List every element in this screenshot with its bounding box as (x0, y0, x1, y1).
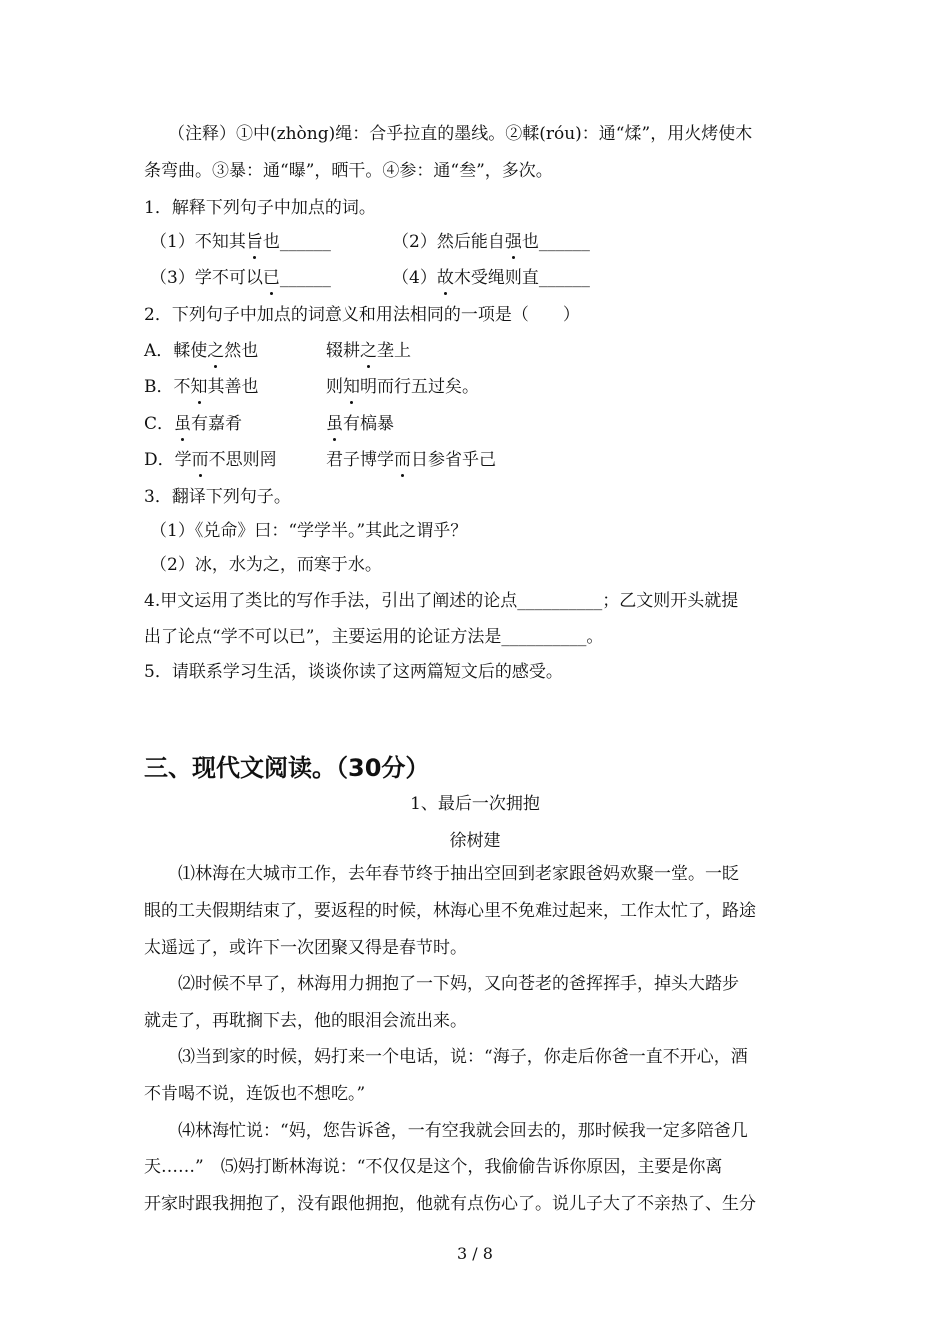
q3-item-2: （2）冰，水为之，而寒于水。 (150, 555, 382, 575)
dotted-char: 旨 (245, 232, 263, 252)
story-line-8: ⑷林海忙说：“妈，您告诉爸，一有空我就会回去的，那时候我一定多陪爸几 (178, 1121, 748, 1141)
q2-option-d-b: 君子博学而日参省乎己 (326, 450, 496, 470)
story-line-10: 开家时跟我拥抱了，没有跟他拥抱，他就有点伤心了。说儿子大了不亲热了、生分 (144, 1194, 756, 1214)
q1-item-1: （1）不知其旨也______ (150, 232, 331, 252)
story-line-9: 天……” ⑸妈打断林海说：“不仅仅是这个，我偷偷告诉你原因，主要是你离 (144, 1157, 723, 1177)
story-line-2: 眼的工夫假期结束了，要返程的时候，林海心里不免难过起来，工作太忙了，路途 (144, 901, 756, 921)
q2-option-a-b: 辍耕之垄上 (326, 341, 411, 361)
q3-title: 3．翻译下列句子。 (144, 487, 291, 507)
q4-line-1: 4.甲文运用了类比的写作手法，引出了阐述的论点__________；乙文则开头就提 (144, 591, 739, 611)
q2-option-c-b: 虽有槁暴 (326, 414, 394, 434)
q2-option-b: B．不知其善也 (144, 377, 259, 397)
dotted-char: 而 (191, 450, 209, 470)
section-heading: 三、现代文阅读。（30分） (144, 754, 430, 782)
q2-option-a: A．輮使之然也 (144, 341, 259, 361)
q2-option-d: D．学而不思则罔 (144, 450, 277, 470)
story-line-3: 太遥远了，或许下一次团聚又得是春节时。 (144, 938, 467, 958)
dotted-char: 之 (360, 341, 377, 361)
story-line-1: ⑴林海在大城市工作，去年春节终于抽出空回到老家跟爸妈欢聚一堂。一眨 (178, 864, 739, 884)
dotted-char: 虽 (326, 414, 343, 434)
story-author: 徐树建 (449, 831, 501, 851)
q3-item-1: （1）《兑命》曰：“学学半。”其此之谓乎？ (150, 521, 468, 541)
story-line-4: ⑵时候不早了，林海用力拥抱了一下妈，又向苍老的爸挥挥手，掉头大踏步 (178, 974, 739, 994)
q1-item-3: （3）学不可以已______ (150, 268, 331, 288)
q4-line-2: 出了论点“学不可以已”，主要运用的论证方法是__________。 (144, 627, 604, 647)
dotted-char: 已 (262, 268, 280, 288)
q1-item-4: （4）故木受绳则直______ (392, 268, 590, 288)
q1-title: 1．解释下列句子中加点的词。 (144, 198, 376, 218)
q2-option-c: C．虽有嘉肴 (144, 414, 243, 434)
q2-title: 2．下列句子中加点的词意义和用法相同的一项是（ ） (144, 305, 580, 325)
story-line-5: 就走了，再耽搁下去，他的眼泪会流出来。 (144, 1011, 467, 1031)
note-line-2: 条弯曲。③暴：通“曝”，晒干。④参：通“叁”，多次。 (144, 161, 553, 181)
story-line-7: 不肯喝不说，连饭也不想吃。” (144, 1084, 366, 1104)
q1-item-2: （2）然后能自强也______ (392, 232, 590, 252)
q2-option-b-b: 则知明而行五过矣。 (326, 377, 479, 397)
page-number: 3 / 8 (457, 1244, 493, 1263)
dotted-char: 强 (504, 232, 522, 252)
dotted-char: 知 (190, 377, 208, 397)
story-title: 1、最后一次拥抱 (410, 794, 540, 814)
dotted-char: 而 (394, 450, 411, 470)
q5: 5．请联系学习生活，谈谈你读了这两篇短文后的感受。 (144, 662, 563, 682)
dotted-char: 虽 (174, 414, 192, 434)
dotted-char: 之 (207, 341, 225, 361)
dotted-char: 知 (343, 377, 360, 397)
story-line-6: ⑶当到家的时候，妈打来一个电话，说：“海子，你走后你爸一直不开心，酒 (178, 1047, 748, 1067)
note-line-1: （注释）①中(zhòng)绳：合乎拉直的墨线。②輮(róu)：通“煣”，用火烤使木 (168, 124, 753, 144)
dotted-char: 故 (436, 268, 454, 288)
